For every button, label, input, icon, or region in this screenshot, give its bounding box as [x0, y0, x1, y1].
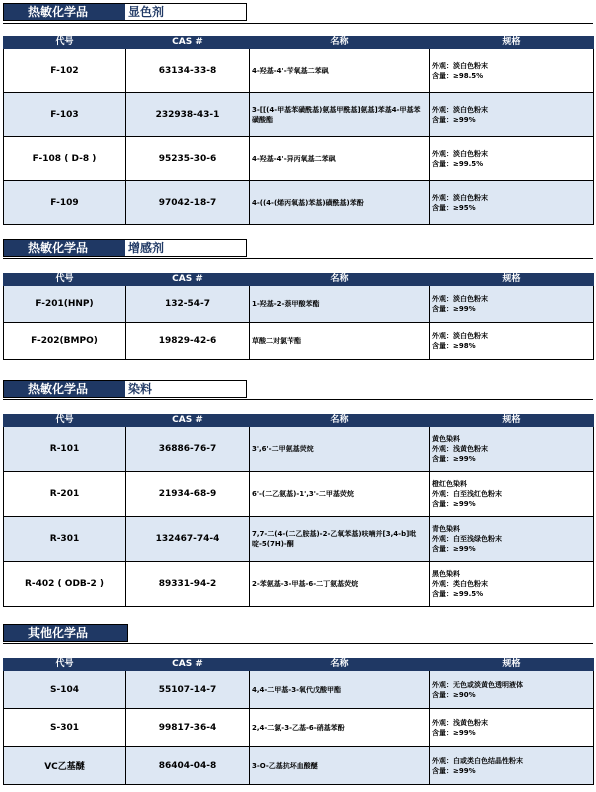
- section-category: 热敏化学品: [4, 240, 125, 256]
- col-cas-header: CAS #: [126, 659, 250, 671]
- section-header: [3, 3, 247, 21]
- spec-cell: 黄色染料 外观：浅黄色粉末 含量：≥99%: [430, 427, 594, 472]
- name-cell: 2-苯氨基-3-甲基-6-二丁氨基荧烷: [250, 562, 430, 607]
- cas-cell: 21934-68-9: [126, 472, 250, 517]
- col-name-header: 名称: [250, 659, 430, 671]
- table-row: [4, 517, 594, 562]
- section-subcategory: 显色剂: [128, 5, 165, 19]
- table-header-row: [4, 415, 594, 427]
- cas-cell: 19829-42-6: [126, 323, 250, 360]
- cas-cell: 63134-33-8: [126, 49, 250, 93]
- col-cas-header: CAS #: [126, 274, 250, 286]
- col-spec-header: 规格: [430, 274, 594, 286]
- table-row: [4, 427, 594, 472]
- code-cell: F-202(BMPO): [4, 323, 126, 360]
- table-row: [4, 709, 594, 747]
- section-category: 热敏化学品: [4, 4, 125, 20]
- name-cell: 4,4-二甲基-3-氧代戊酸甲酯: [250, 671, 430, 709]
- spec-cell: 黑色染料 外观：类白色粉末 含量：≥99.5%: [430, 562, 594, 607]
- section-subcategory: 增感剂: [128, 241, 165, 255]
- name-cell: 3-[[(4-甲基苯磺酰基)氨基甲酰基]氨基]苯基4-甲基苯磺酸酯: [250, 93, 430, 137]
- cas-cell: 36886-76-7: [126, 427, 250, 472]
- code-cell: S-104: [4, 671, 126, 709]
- table-header-row: [4, 659, 594, 671]
- table-row: [4, 181, 594, 225]
- section-header: [3, 624, 128, 642]
- code-cell: F-109: [4, 181, 126, 225]
- spec-cell: 外观：淡白色粉末 含量：≥98%: [430, 323, 594, 360]
- table-row: [4, 323, 594, 360]
- spec-cell: 外观：浅黄色粉末 含量：≥99%: [430, 709, 594, 747]
- name-cell: 2,4-二氯-3-乙基-6-硝基苯酚: [250, 709, 430, 747]
- table-header-row: [4, 37, 594, 49]
- table-row: [4, 93, 594, 137]
- section-subcategory: 染料: [128, 382, 153, 396]
- code-cell: F-103: [4, 93, 126, 137]
- table-row: [4, 49, 594, 93]
- name-cell: 3-O-乙基抗坏血酸醚: [250, 747, 430, 785]
- name-cell: 4-羟基-4'-苄氧基二苯砜: [250, 49, 430, 93]
- section-header: [3, 239, 247, 257]
- table-row: [4, 747, 594, 785]
- code-cell: R-301: [4, 517, 126, 562]
- product-table: [3, 658, 594, 785]
- cas-cell: 97042-18-7: [126, 181, 250, 225]
- col-code-header: 代号: [4, 659, 126, 671]
- divider: [3, 23, 593, 24]
- spec-cell: 外观：淡白色粉末 含量：≥98.5%: [430, 49, 594, 93]
- cas-cell: 232938-43-1: [126, 93, 250, 137]
- cas-cell: 95235-30-6: [126, 137, 250, 181]
- col-spec-header: 规格: [430, 659, 594, 671]
- name-cell: 7,7-二(4-(二乙胺基)-2-乙氧苯基)呋喃并[3,4-b]吡啶-5(7H)-酮: [250, 517, 430, 562]
- product-table: [3, 273, 594, 360]
- code-cell: S-301: [4, 709, 126, 747]
- spec-cell: 橙红色染料 外观：白至浅红色粉末 含量：≥99%: [430, 472, 594, 517]
- name-cell: 1-羟基-2-萘甲酸苯酯: [250, 286, 430, 323]
- spec-cell: 外观：无色或淡黄色透明液体 含量：≥90%: [430, 671, 594, 709]
- spec-cell: 青色染料 外观：白至浅绿色粉末 含量：≥99%: [430, 517, 594, 562]
- divider: [3, 643, 593, 644]
- code-cell: R-402 ( ODB-2 ): [4, 562, 126, 607]
- cas-cell: 86404-04-8: [126, 747, 250, 785]
- col-spec-header: 规格: [430, 415, 594, 427]
- col-spec-header: 规格: [430, 37, 594, 49]
- spec-cell: 外观：淡白色粉末 含量：≥99%: [430, 286, 594, 323]
- spec-cell: 外观：淡白色粉末 含量：≥95%: [430, 181, 594, 225]
- name-cell: 4-((4-(烯丙氧基)苯基)磺酰基)苯酚: [250, 181, 430, 225]
- spec-cell: 外观：淡白色粉末 含量：≥99%: [430, 93, 594, 137]
- table-row: [4, 137, 594, 181]
- code-cell: R-201: [4, 472, 126, 517]
- spec-cell: 外观：白或类白色结晶性粉末 含量：≥99%: [430, 747, 594, 785]
- col-code-header: 代号: [4, 415, 126, 427]
- code-cell: F-102: [4, 49, 126, 93]
- product-table: [3, 414, 594, 607]
- cas-cell: 89331-94-2: [126, 562, 250, 607]
- col-code-header: 代号: [4, 274, 126, 286]
- code-cell: R-101: [4, 427, 126, 472]
- col-name-header: 名称: [250, 37, 430, 49]
- col-code-header: 代号: [4, 37, 126, 49]
- code-cell: F-108 ( D-8 ): [4, 137, 126, 181]
- code-cell: VC乙基醚: [4, 747, 126, 785]
- table-row: [4, 286, 594, 323]
- cas-cell: 132467-74-4: [126, 517, 250, 562]
- spec-cell: 外观：淡白色粉末 含量：≥99.5%: [430, 137, 594, 181]
- code-cell: F-201(HNP): [4, 286, 126, 323]
- table-row: [4, 562, 594, 607]
- table-header-row: [4, 274, 594, 286]
- col-name-header: 名称: [250, 415, 430, 427]
- name-cell: 3',6'-二甲氨基荧烷: [250, 427, 430, 472]
- table-row: [4, 671, 594, 709]
- cas-cell: 99817-36-4: [126, 709, 250, 747]
- col-cas-header: CAS #: [126, 415, 250, 427]
- product-table: [3, 36, 594, 225]
- name-cell: 草酸二对氯苄酯: [250, 323, 430, 360]
- col-cas-header: CAS #: [126, 37, 250, 49]
- name-cell: 4-羟基-4'-异丙氧基二苯砜: [250, 137, 430, 181]
- col-name-header: 名称: [250, 274, 430, 286]
- name-cell: 6'-(二乙氨基)-1',3'-二甲基荧烷: [250, 472, 430, 517]
- section-header: [3, 380, 247, 398]
- cas-cell: 132-54-7: [126, 286, 250, 323]
- table-row: [4, 472, 594, 517]
- section-category: 热敏化学品: [4, 381, 125, 397]
- divider: [3, 258, 593, 259]
- divider: [3, 399, 593, 400]
- section-category: 其他化学品: [4, 625, 127, 641]
- cas-cell: 55107-14-7: [126, 671, 250, 709]
